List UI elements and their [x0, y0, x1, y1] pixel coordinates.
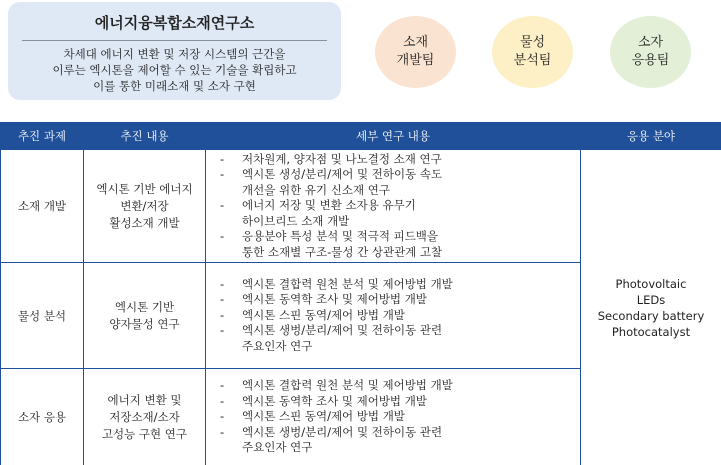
detail-item: 개선을 위한 유기 신소재 연구: [242, 182, 390, 197]
content-line: 에너지 변환 및: [107, 392, 182, 407]
detail-item: - 저차원계, 양자점 및 나노결정 소재 연구: [218, 152, 576, 168]
detail-item: - 응용분야 특성 분석 및 적극적 피드백을: [218, 229, 576, 245]
detail-item: 하이브리드 소재 개발: [242, 213, 350, 228]
detail-item: - 엑시톤 생벙/분리/제어 및 전하이동 관련: [218, 425, 576, 441]
description-line: 이를 통한 미래소재 및 소자 구현: [93, 79, 256, 93]
team-circle-device-application: [610, 16, 691, 88]
detail-item: - 엑시톤 동역학 조사 및 제어방법 개발: [218, 292, 576, 308]
application-item: Photovoltaic: [615, 276, 687, 291]
header-application: 응용 분야: [581, 123, 721, 150]
content-cell: [84, 150, 206, 263]
detail-item: - 엑시톤 동역학 조사 및 제어방법 개발: [218, 394, 576, 410]
content-line: 엑시톤 기반: [114, 299, 175, 314]
detail-item: 주요인자 연구: [242, 440, 313, 455]
content-line: 고성능 구현 연구: [101, 426, 188, 441]
description-line: 차세대 에너지 변환 및 저장 시스템의 근간을: [63, 47, 286, 61]
table-header-row: [1, 123, 721, 150]
details-cell: [206, 369, 581, 465]
content-line: 양자물성 연구: [109, 316, 180, 331]
application-item: Photocatalyst: [611, 324, 691, 339]
detail-item: - 엑시톤 스핀 동역/제어 방법 개발: [218, 308, 576, 324]
task-cell: 물성 분석: [1, 263, 84, 369]
detail-item: - 엑시톤 스핀 동역/제어 방법 개발: [218, 409, 576, 425]
application-item: LEDs: [636, 292, 666, 307]
application-item: Secondary battery: [597, 308, 705, 323]
content-line: 활성소재 개발: [109, 215, 180, 230]
team-circle-property-analysis: [492, 16, 573, 88]
details-cell: [206, 150, 581, 263]
institute-description: [8, 46, 341, 94]
team-label: 분석팀: [513, 53, 552, 68]
description-line: 이루는 엑시톤을 제어할 수 있는 기술을 확립하고: [52, 63, 297, 77]
content-line: 저장소재/소자: [109, 409, 180, 424]
content-line: 엑시톤 기반 에너지: [96, 181, 193, 196]
team-label: 물성: [519, 35, 546, 50]
detail-item: - 에너지 저장 및 변환 소자용 유무기: [218, 198, 576, 214]
detail-item: - 엑시톤 결합력 원천 분석 및 제어방법 개발: [218, 378, 576, 394]
team-circle-materials-development: [375, 16, 456, 88]
table-row: [1, 150, 721, 263]
content-line: 변환/저장: [120, 198, 169, 213]
application-cell: [581, 150, 721, 465]
task-cell: 소자 응용: [1, 369, 84, 465]
title-divider: [22, 40, 327, 41]
content-cell: [84, 369, 206, 465]
detail-item: - 엑시톤 생벙/분리/제어 및 전하이동 관련: [218, 323, 576, 339]
task-cell: 소재 개발: [1, 150, 84, 263]
detail-item: 통한 소재별 구조-물성 간 상관관계 고찰: [242, 244, 443, 259]
content-cell: [84, 263, 206, 369]
institute-title: 에너지융복합소재연구소: [94, 14, 255, 32]
detail-item: - 엑시톤 결합력 원천 분석 및 제어방법 개발: [218, 277, 576, 293]
research-table: [0, 122, 721, 465]
institute-info-box: [8, 2, 341, 100]
detail-item: 주요인자 연구: [242, 338, 313, 353]
header-content: 추진 내용: [84, 123, 206, 150]
detail-item: - 엑시톤 생성/분리/제어 및 전하이동 속도: [218, 167, 576, 183]
header-details: 세부 연구 내용: [206, 123, 581, 150]
header-task: 추진 과제: [1, 123, 84, 150]
team-label: 개발팀: [396, 53, 435, 68]
team-label: 응용팀: [631, 53, 670, 68]
details-cell: [206, 263, 581, 369]
team-label: 소재: [402, 35, 429, 50]
team-label: 소자: [637, 35, 664, 50]
